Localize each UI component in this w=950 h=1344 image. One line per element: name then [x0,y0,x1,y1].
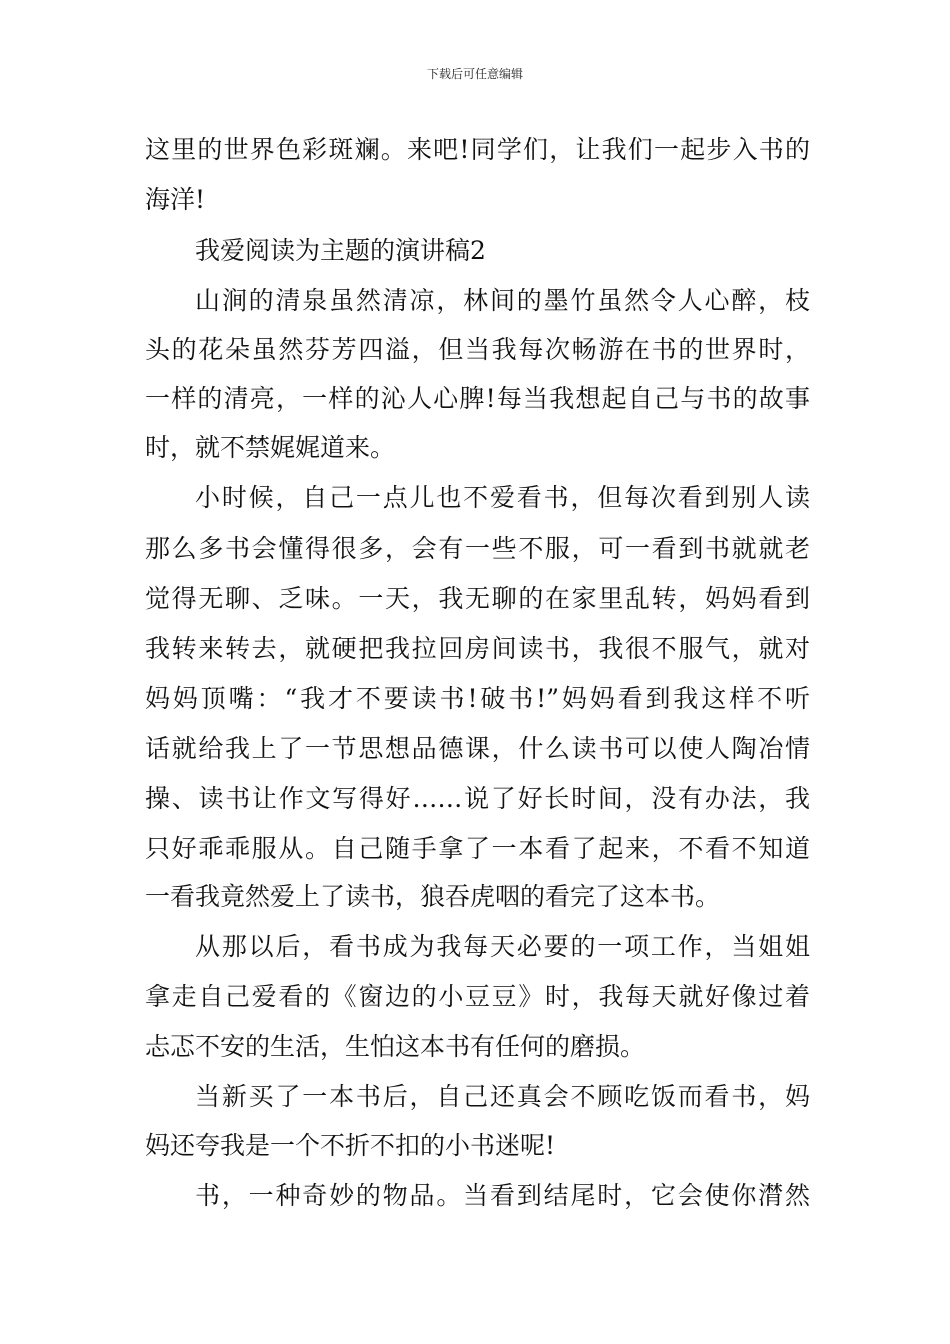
body-text-line: 从那以后，看书成为我每天必要的一项工作，当姐姐 [195,932,810,961]
body-text-line: 我转来转去，就硬把我拉回房间读书，我很不服气，就对 [145,634,810,663]
body-text-line: 山涧的清泉虽然清凉，林间的墨竹虽然令人心醉，枝 [195,286,810,315]
body-text-line: 忐忑不安的生活，生怕这本书有任何的磨损。 [145,1032,646,1061]
body-text-line: 时，就不禁娓娓道来。 [145,433,396,462]
body-text-line: 头的花朵虽然芬芳四溢，但当我每次畅游在书的世界时， [145,335,810,364]
body-text-line: 当新买了一本书后，自己还真会不顾吃饭而看书，妈 [195,1082,810,1111]
page-header: 下载后可任意编辑 [426,67,523,81]
body-text-line: 拿走自己爱看的《窗边的小豆豆》时，我每天就好像过着 [145,982,810,1011]
body-text-line: 小时候，自己一点儿也不爱看书，但每次看到别人读 [195,483,810,512]
body-text-line: 妈妈顶嘴：“我才不要读书!破书!”妈妈看到我这样不听 [145,684,810,713]
body-text-line: 觉得无聊、乏味。一天，我无聊的在家里乱转，妈妈看到 [145,584,810,613]
section-heading: 我爱阅读为主题的演讲稿2 [195,236,486,265]
body-text-line: 书，一种奇妙的物品。当看到结尾时，它会使你潸然 [195,1181,810,1210]
body-text-line: 操、读书让作文写得好……说了好长时间，没有办法，我 [145,784,810,813]
body-text-line: 妈还夸我是一个不折不扣的小书迷呢! [145,1131,556,1160]
body-text-line: 海洋! [145,185,206,214]
body-text-line: 那么多书会懂得很多，会有一些不服，可一看到书就就老 [145,534,810,563]
body-text-line: 话就给我上了一节思想品德课，什么读书可以使人陶冶情 [145,734,810,763]
body-text-line: 一看我竟然爱上了读书，狼吞虎咽的看完了这本书。 [145,882,721,911]
body-text-line: 只好乖乖服从。自己随手拿了一本看了起来，不看不知道 [145,834,810,863]
body-text-line: 这里的世界色彩斑斓。来吧!同学们，让我们一起步入书的 [145,135,810,164]
body-text-line: 一样的清亮，一样的沁人心脾!每当我想起自己与书的故事 [145,384,810,413]
